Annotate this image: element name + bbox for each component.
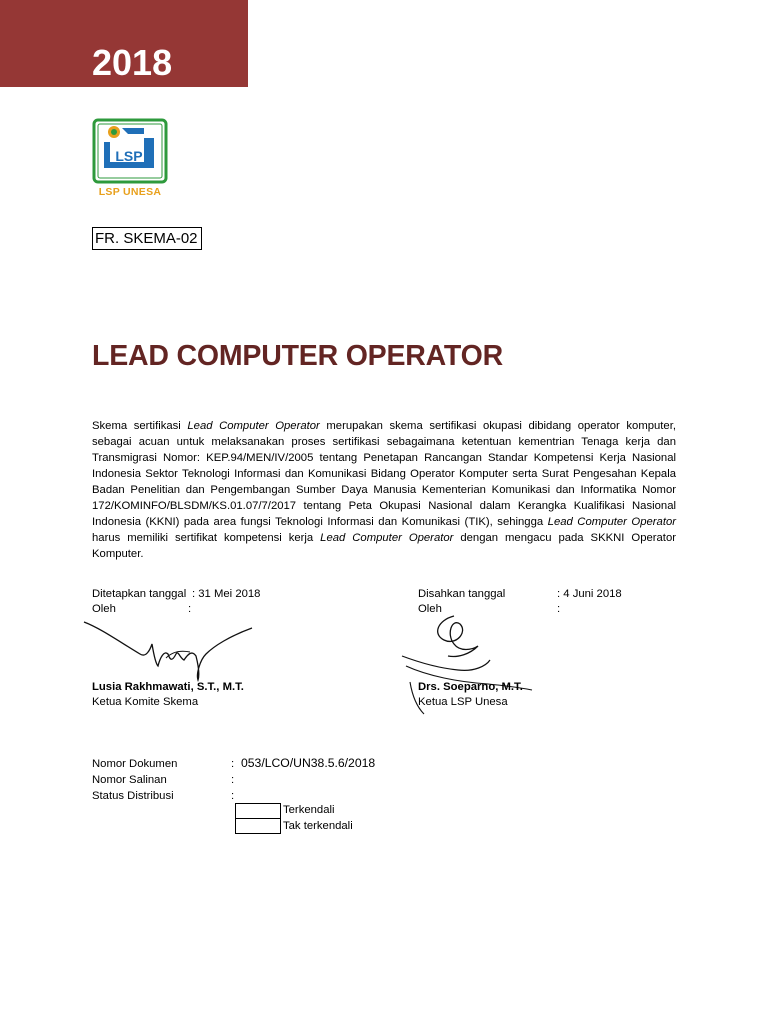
nomor-dokumen-value: 053/LCO/UN38.5.6/2018	[241, 756, 376, 770]
desc-text-4: dengan mengacu pada SKKNI Operator Komputer.	[92, 532, 676, 560]
desc-text-1: Skema sertifikasi	[92, 420, 188, 432]
nomor-dokumen-label: Nomor Dokumen	[92, 758, 178, 770]
left-date-value: : 31 Mei 2018	[192, 588, 261, 600]
description-paragraph	[92, 418, 676, 562]
left-by-sep: :	[188, 603, 192, 615]
right-by-label: Oleh	[418, 603, 442, 615]
desc-emphasis-2: Lead Computer Operator	[547, 516, 676, 528]
nomor-salinan-label: Nomor Salinan	[92, 774, 167, 786]
year-label: 2018	[92, 42, 173, 83]
left-signer-role: Ketua Komite Skema	[92, 696, 199, 708]
nomor-salinan-sep: :	[231, 774, 235, 786]
right-date-value: : 4 Juni 2018	[557, 588, 622, 600]
terkendali-label: Terkendali	[283, 804, 335, 816]
tak-terkendali-checkbox[interactable]	[235, 818, 281, 834]
right-date-label: Disahkan tanggal	[418, 588, 506, 600]
right-signer-name: Drs. Soeparno, M.T.	[418, 681, 523, 693]
status-distribusi-sep: :	[231, 790, 235, 802]
right-signer-role: Ketua LSP Unesa	[418, 696, 508, 708]
desc-emphasis-3: Lead Computer Operator	[320, 532, 454, 544]
nomor-dokumen-sep: :	[231, 758, 235, 770]
terkendali-checkbox[interactable]	[235, 803, 281, 819]
left-date-label: Ditetapkan tanggal	[92, 588, 187, 600]
left-signature	[80, 614, 260, 686]
right-by-sep: :	[557, 603, 561, 615]
form-code: FR. SKEMA-02	[92, 227, 202, 250]
desc-text-2: merupakan skema sertifikasi okupasi dibidang operator komputer, sebagai acuan untuk melaksanakan proses sertifikasi sebagaimana ketentuan kementrian Tenaga kerja dan Transmigrasi Nomor: KEP.94/MEN/IV/2005 tentang Penetapan Rancangan Standar Kompetensi Kerja Nasional Indonesia Sektor Teknologi Informasi dan Komunikasi Bidang Operator Komputer serta Surat Pengesahan Kepala Badan Penelitian dan Pengembangan Sumber Daya Manusia Kementerian Komunikasi dan Informatika Nomor 172/KOMINFO/BLSDM/KS.01.07/7/2017 tentang Peta Okupasi Nasional dalam Kerangka Kualifikasi Nasional Indonesia (KKNI) pada area fungsi Teknologi Informasi dan Komunikasi (TIK), sehingga	[92, 420, 676, 528]
left-by-label: Oleh	[92, 603, 116, 615]
left-signer-name: Lusia Rakhmawati, S.T., M.T.	[92, 681, 244, 693]
status-distribusi-label: Status Distribusi	[92, 790, 174, 802]
document-title: LEAD COMPUTER OPERATOR	[92, 340, 503, 372]
desc-text-3: harus memiliki sertifikat kompetensi kerja	[92, 532, 321, 544]
tak-terkendali-label: Tak terkendali	[283, 820, 353, 832]
logo-mark-text: LSP	[115, 148, 143, 164]
logo-text: LSP UNESA	[98, 186, 162, 198]
desc-emphasis-1: Lead Computer Operator	[187, 420, 320, 432]
